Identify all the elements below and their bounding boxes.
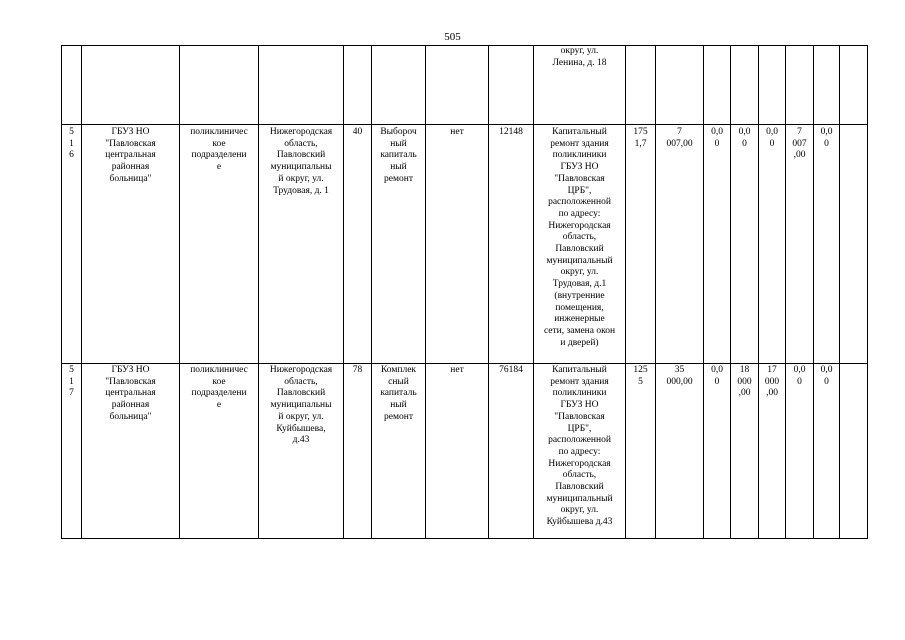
cell-cell-9 xyxy=(626,46,656,125)
cell-text-line: ГБУЗ НО xyxy=(111,127,150,137)
cell-text-line: поликлиники xyxy=(552,150,607,161)
cell-cell-11 xyxy=(704,364,731,539)
cell-text-line: Выбороч xyxy=(380,127,417,137)
cell-text-line: 7 xyxy=(677,127,682,137)
cell-text-line: сети, замена окон xyxy=(543,325,616,336)
cell-text-line: ремонт xyxy=(384,411,413,422)
cell-text-line: поликлиничес xyxy=(190,127,248,137)
cell-text-line: (внутренние xyxy=(554,290,605,301)
cell-text-line: 0,0 xyxy=(766,127,778,137)
cell-text-line: е xyxy=(216,162,222,173)
cell-text-line: подразделени xyxy=(191,388,247,399)
cell-text-line: центральная xyxy=(105,150,156,161)
cell-text-line: Нижегородская xyxy=(269,365,333,375)
cell-text-line: поликлиники xyxy=(552,388,607,399)
cell-cell-13 xyxy=(759,364,786,539)
cell-cell-9 xyxy=(626,364,656,539)
cell-text-line: ный xyxy=(390,138,407,149)
cell-text-line: муниципальны xyxy=(270,400,332,411)
table-row xyxy=(62,364,868,539)
cell-text-line: нет xyxy=(450,127,464,137)
cell-work-type xyxy=(372,364,426,539)
cell-text-line: 1 xyxy=(69,376,74,387)
cell-text-line: 18 xyxy=(739,365,750,375)
cell-text-line: 35 xyxy=(674,365,685,375)
cell-text-line: 0 xyxy=(714,138,720,149)
cell-number xyxy=(62,364,82,539)
cell-text-line: й округ, ул. xyxy=(278,173,324,184)
cell-text-line: больница" xyxy=(109,173,152,184)
cell-text-line: 5 xyxy=(638,376,643,387)
cell-text-line: кое xyxy=(212,376,226,387)
cell-text-line: ремонт xyxy=(384,173,413,184)
cell-text-line: ный xyxy=(390,400,407,411)
cell-text-line: 7 xyxy=(797,127,802,137)
cell-cell-10 xyxy=(656,364,704,539)
cell-work-description xyxy=(534,46,626,125)
cell-cell-15 xyxy=(814,364,840,539)
cell-text-line: Павловский xyxy=(555,482,604,493)
cell-text-line: 1,7 xyxy=(634,138,647,149)
cell-number xyxy=(62,125,82,364)
cell-text-line: 12148 xyxy=(499,127,523,137)
cell-text-line: 76184 xyxy=(499,365,523,375)
cell-text-line: Нижегородская xyxy=(548,458,611,469)
cell-text-line: нет xyxy=(450,365,464,375)
cell-text-line: 17 xyxy=(767,365,777,375)
cell-cell-4 xyxy=(344,364,372,539)
cell-text-line: Куйбышева, xyxy=(276,423,326,434)
cell-cell-14 xyxy=(786,46,814,125)
cell-text-line: 175 xyxy=(633,127,648,137)
cell-text-line: и дверей) xyxy=(560,337,599,348)
cell-text-line: "Павловская xyxy=(105,376,156,387)
cell-cell-4 xyxy=(344,125,372,364)
cell-text-line: ный xyxy=(390,162,407,173)
cell-text-line: 0,0 xyxy=(711,365,723,375)
cell-cell-14 xyxy=(786,125,814,364)
cell-text-line: 0,0 xyxy=(820,127,833,137)
cell-address xyxy=(259,46,344,125)
cell-work-type xyxy=(372,46,426,125)
cell-text-line: районная xyxy=(111,162,150,173)
cell-text-line: капиталь xyxy=(380,150,417,161)
cell-cell-7 xyxy=(489,125,534,364)
cell-text-line: кое xyxy=(212,138,226,149)
cell-cell-7 xyxy=(489,46,534,125)
cell-text-line: "Павловская xyxy=(105,138,156,149)
cell-text-line: 000,00 xyxy=(666,376,693,387)
cell-text-line: центральная xyxy=(105,388,156,399)
cell-cell-6 xyxy=(426,125,489,364)
cell-address xyxy=(259,125,344,364)
cell-text-line: расположенной xyxy=(548,435,611,446)
cell-text-line: муниципальны xyxy=(270,162,332,173)
cell-text-line: 0 xyxy=(824,138,829,149)
cell-institution xyxy=(82,125,180,364)
cell-text-line: 78 xyxy=(352,365,363,375)
cell-text-line: Трудовая, д. 1 xyxy=(273,185,329,196)
cell-cell-11 xyxy=(704,125,731,364)
cell-text-line: 000 xyxy=(764,376,780,387)
cell-text-line: ремонт здания xyxy=(550,138,609,149)
cell-text-line: 007 xyxy=(792,138,807,149)
cell-cell-16 xyxy=(840,46,868,125)
cell-text-line: муниципальный xyxy=(546,493,613,504)
cell-cell-12 xyxy=(731,364,759,539)
cell-text-line: ЦРБ", xyxy=(567,423,592,434)
cell-text-line: ,00 xyxy=(766,388,778,399)
cell-text-line: 0,0 xyxy=(738,127,751,137)
cell-text-line: 0 xyxy=(714,376,720,387)
cell-text-line: Павловский xyxy=(276,388,326,399)
cell-text-line: инженерные xyxy=(554,314,605,325)
cell-text-line: муниципальный xyxy=(546,255,613,266)
cell-text-line: 7 xyxy=(69,388,74,399)
cell-text-line: 000 xyxy=(737,376,752,387)
cell-cell-11 xyxy=(704,46,731,125)
cell-text-line: поликлиничес xyxy=(190,365,248,375)
cell-cell-15 xyxy=(814,125,840,364)
table-row xyxy=(62,46,868,125)
register-table xyxy=(61,45,868,539)
cell-text-line: ГБУЗ НО xyxy=(560,400,599,411)
cell-text-line: расположенной xyxy=(548,197,611,208)
cell-text-line: область, xyxy=(284,138,318,149)
cell-institution xyxy=(82,46,180,125)
cell-text-line: Капитальный xyxy=(552,127,607,137)
cell-cell-16 xyxy=(840,364,868,539)
cell-cell-14 xyxy=(786,364,814,539)
cell-cell-10 xyxy=(656,46,704,125)
cell-text-line: ремонт здания xyxy=(550,376,609,387)
cell-text-line: 6 xyxy=(69,150,74,161)
cell-text-line: округ, ул. xyxy=(560,505,599,516)
cell-text-line: сный xyxy=(388,376,409,387)
cell-text-line: больница" xyxy=(109,411,152,422)
cell-text-line: по адресу: xyxy=(558,208,601,219)
cell-subdivision xyxy=(180,364,259,539)
cell-text-line: по адресу: xyxy=(558,446,601,457)
cell-text-line: 0 xyxy=(769,138,775,149)
cell-text-line: 0,0 xyxy=(820,365,833,375)
cell-text-line: 007,00 xyxy=(666,138,693,149)
cell-cell-12 xyxy=(731,46,759,125)
cell-cell-15 xyxy=(814,46,840,125)
cell-text-line: область, xyxy=(562,232,597,243)
cell-cell-16 xyxy=(840,125,868,364)
cell-text-line: 0 xyxy=(824,376,829,387)
cell-text-line: районная xyxy=(111,400,150,411)
cell-text-line: 0,0 xyxy=(711,127,723,137)
cell-text-line: "Павловская xyxy=(554,411,605,422)
cell-cell-7 xyxy=(489,364,534,539)
cell-text-line: округ, ул. xyxy=(560,267,599,278)
table-row xyxy=(62,125,868,364)
cell-work-description xyxy=(534,125,626,364)
cell-text-line: ,00 xyxy=(738,388,751,399)
cell-text-line: область, xyxy=(562,470,597,481)
cell-institution xyxy=(82,364,180,539)
cell-cell-10 xyxy=(656,125,704,364)
page-number: 505 xyxy=(444,31,461,43)
cell-text-line: ,00 xyxy=(793,150,806,161)
cell-text-line: Трудовая, д.1 xyxy=(552,279,607,290)
cell-text-line: подразделени xyxy=(191,150,247,161)
cell-text-line: ГБУЗ НО xyxy=(111,365,150,375)
cell-cell-13 xyxy=(759,46,786,125)
cell-work-type xyxy=(372,125,426,364)
cell-cell-4 xyxy=(344,46,372,125)
cell-text-line: Куйбышева д.43 xyxy=(546,517,613,528)
cell-subdivision xyxy=(180,46,259,125)
cell-text-line: 5 xyxy=(69,127,74,137)
cell-text-line: область, xyxy=(284,376,318,387)
cell-text-line: Комплек xyxy=(380,365,417,375)
cell-work-description xyxy=(534,364,626,539)
cell-text-line: 0 xyxy=(742,138,747,149)
cell-text-line: 0 xyxy=(797,376,802,387)
cell-text-line: ЦРБ", xyxy=(567,185,592,196)
cell-text-line: 1 xyxy=(69,138,74,149)
cell-text-line: Ленина, д. 18 xyxy=(552,57,607,68)
cell-cell-13 xyxy=(759,125,786,364)
cell-cell-6 xyxy=(426,364,489,539)
cell-text-line: 40 xyxy=(352,127,363,137)
cell-text-line: 5 xyxy=(69,365,74,375)
cell-text-line: Нижегородская xyxy=(548,220,611,231)
cell-address xyxy=(259,364,344,539)
cell-text-line: 0,0 xyxy=(793,365,806,375)
cell-text-line: е xyxy=(216,400,222,411)
cell-subdivision xyxy=(180,125,259,364)
cell-text-line: Павловский xyxy=(555,244,604,255)
cell-text-line: Капитальный xyxy=(552,365,607,375)
cell-text-line: 125 xyxy=(633,365,648,375)
cell-text-line: д.43 xyxy=(292,435,310,446)
cell-text-line: округ, ул. xyxy=(560,46,599,56)
cell-text-line: "Павловская xyxy=(554,173,605,184)
cell-cell-12 xyxy=(731,125,759,364)
cell-cell-6 xyxy=(426,46,489,125)
cell-cell-9 xyxy=(626,125,656,364)
cell-text-line: Павловский xyxy=(276,150,326,161)
cell-text-line: й округ, ул. xyxy=(278,411,324,422)
cell-number xyxy=(62,46,82,125)
cell-text-line: помещения, xyxy=(555,302,604,313)
cell-text-line: Нижегородская xyxy=(269,127,333,137)
cell-text-line: капиталь xyxy=(380,388,417,399)
cell-text-line: ГБУЗ НО xyxy=(560,162,599,173)
